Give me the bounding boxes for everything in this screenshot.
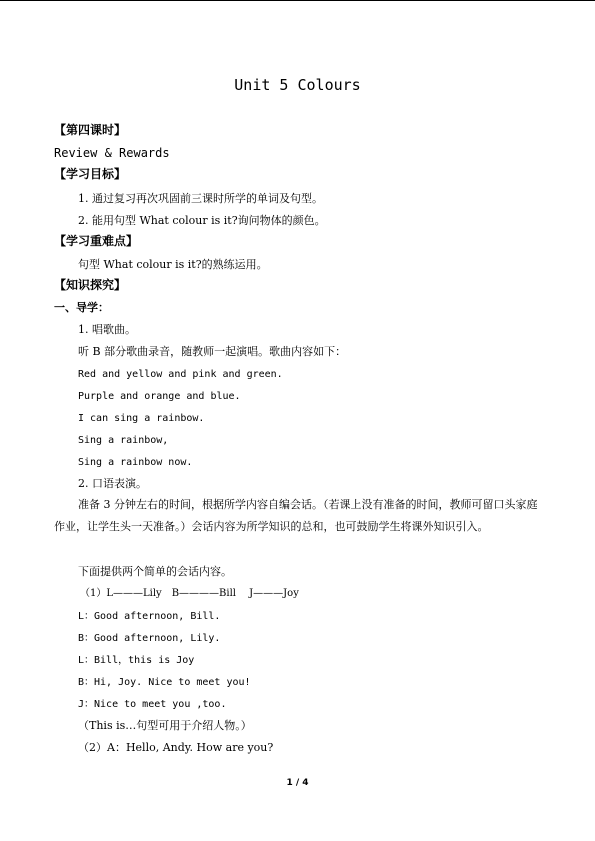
goal-item: 1. 通过复习再次巩固前三课时所学的单词及句型。 (78, 192, 323, 205)
dialog-line: B：Good afternoon, Lily. (78, 633, 221, 644)
key-item: 句型 What colour is it?的熟练运用。 (78, 258, 268, 271)
item-2: 2. 口语表演。 (78, 477, 147, 490)
page-number: 1 / 4 (286, 778, 309, 788)
dialog-intro: 下面提供两个简单的会话内容。 (78, 565, 232, 578)
dialog-1-roles: （1）L———Lily B————Bill J———Joy (80, 588, 299, 599)
dialog-line: L：Good afternoon, Bill. (78, 611, 221, 622)
item-1-desc: 听 B 部分歌曲录音，随教师一起演唱。歌曲内容如下： (78, 345, 347, 358)
dialog-line: J：Nice to meet you ,too. (78, 699, 227, 710)
item-1: 1. 唱歌曲。 (78, 323, 136, 336)
dialog-line: L：Bill，this is Joy (78, 655, 195, 666)
goals-heading: 【学习目标】 (54, 167, 127, 181)
song-line: Sing a rainbow, (78, 435, 169, 446)
dialog-2-first-line: （2）A：Hello, Andy. How are you? (78, 741, 274, 754)
song-line: Red and yellow and pink and green. (78, 369, 283, 380)
song-line: Purple and orange and blue. (78, 391, 241, 402)
explore-heading: 【知识探究】 (54, 278, 127, 292)
dialog-line: B：Hi, Joy. Nice to meet you! (78, 677, 251, 688)
page-title: Unit 5 Colours (234, 76, 361, 94)
note: （This is…句型可用于介绍人物。） (78, 719, 252, 732)
item-2-desc: 准备 3 分钟左右的时间，根据所学内容自编会话。（若课上没有准备的时间，教师可留口头家庭作业，让学生头一天准备。）会话内容为所学知识的总和，也可鼓励学生将课外知识引入。 (54, 498, 538, 533)
key-heading: 【学习重难点】 (54, 234, 139, 248)
review-heading: Review & Rewards (54, 146, 170, 160)
guide-heading: 一、导学： (54, 301, 109, 314)
song-line: Sing a rainbow now. (78, 457, 193, 468)
lesson-heading: 【第四课时】 (54, 123, 127, 137)
song-line: I can sing a rainbow. (78, 413, 205, 424)
top-rule (0, 0, 595, 1)
goal-item: 2. 能用句型 What colour is it?询问物体的颜色。 (78, 214, 326, 227)
